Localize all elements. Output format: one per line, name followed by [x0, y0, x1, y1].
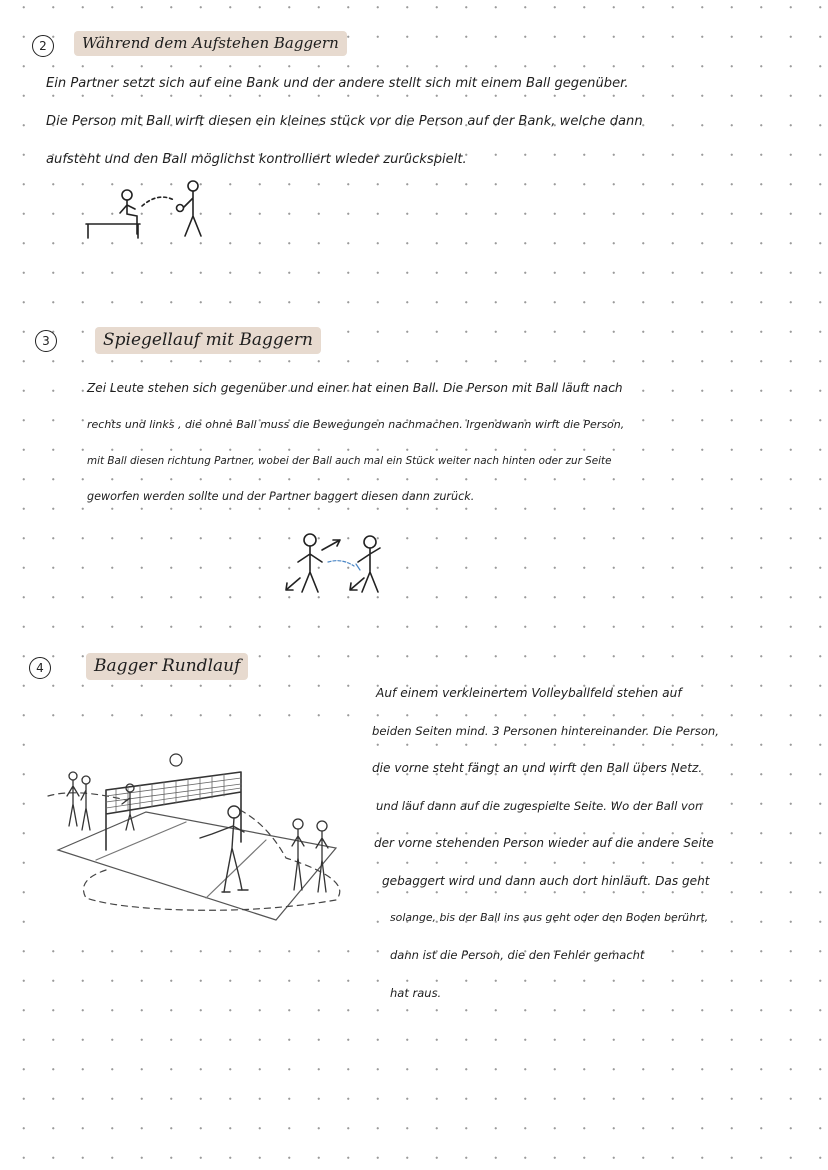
section-number: 2 — [32, 35, 54, 57]
text-line: die vorne steht fängt an und wirft den Ball übers Netz. — [372, 761, 703, 775]
text-line: Auf einem verkleinertem Volleyballfeld stehen auf — [376, 686, 682, 700]
section-title: Bagger Rundlauf — [86, 653, 248, 680]
text-line: Zei Leute stehen sich gegenüber und einer hat einen Ball. Die Person mit Ball läuft nach — [87, 381, 623, 395]
text-line: solange, bis der Ball ins aus geht oder den Boden berührt, — [390, 911, 709, 924]
text-line: Die Person mit Ball wirft diesen ein kleines stück vor die Person auf der Bank, welche dann — [46, 114, 643, 129]
mirror-run-sketch — [280, 528, 390, 598]
text-line: dann ist die Person, die den Fehler gemacht — [390, 948, 645, 962]
text-line: geworfen werden sollte und der Partner baggert diesen dann zurück. — [87, 490, 475, 503]
section-title: Spiegellauf mit Baggern — [95, 327, 321, 354]
text-line: gebaggert wird und dann auch dort hinläuft. Das geht — [382, 874, 710, 888]
text-line: Ein Partner setzt sich auf eine Bank und der andere stellt sich mit einem Ball gegenüber. — [46, 76, 629, 91]
text-line: und läuf dann auf die zugespielte Seite. Wo der Ball von — [376, 799, 703, 813]
section-title: Während dem Aufstehen Baggern — [74, 31, 347, 56]
text-line: beiden Seiten mind. 3 Personen hintereinander. Die Person, — [372, 724, 719, 738]
text-line: mit Ball diesen richtung Partner, wobei der Ball auch mal ein Stück weiter nach hinten oder zur Seite — [87, 455, 612, 467]
text-line: hat raus. — [390, 986, 442, 1000]
section-number: 4 — [29, 657, 51, 679]
section-number: 3 — [35, 330, 57, 352]
volleyball-court-illustration — [36, 730, 356, 930]
text-line: rechts und links , die ohne Ball muss die Bewegungen nachmachen. Irgendwann wirft die Person, — [87, 418, 625, 431]
bench-throw-sketch — [80, 178, 210, 244]
text-line: der vorne stehenden Person wieder auf die andere Seite — [374, 836, 714, 850]
text-line: aufsteht und den Ball möglichst kontrolliert wieder zurückspielt. — [46, 152, 467, 167]
